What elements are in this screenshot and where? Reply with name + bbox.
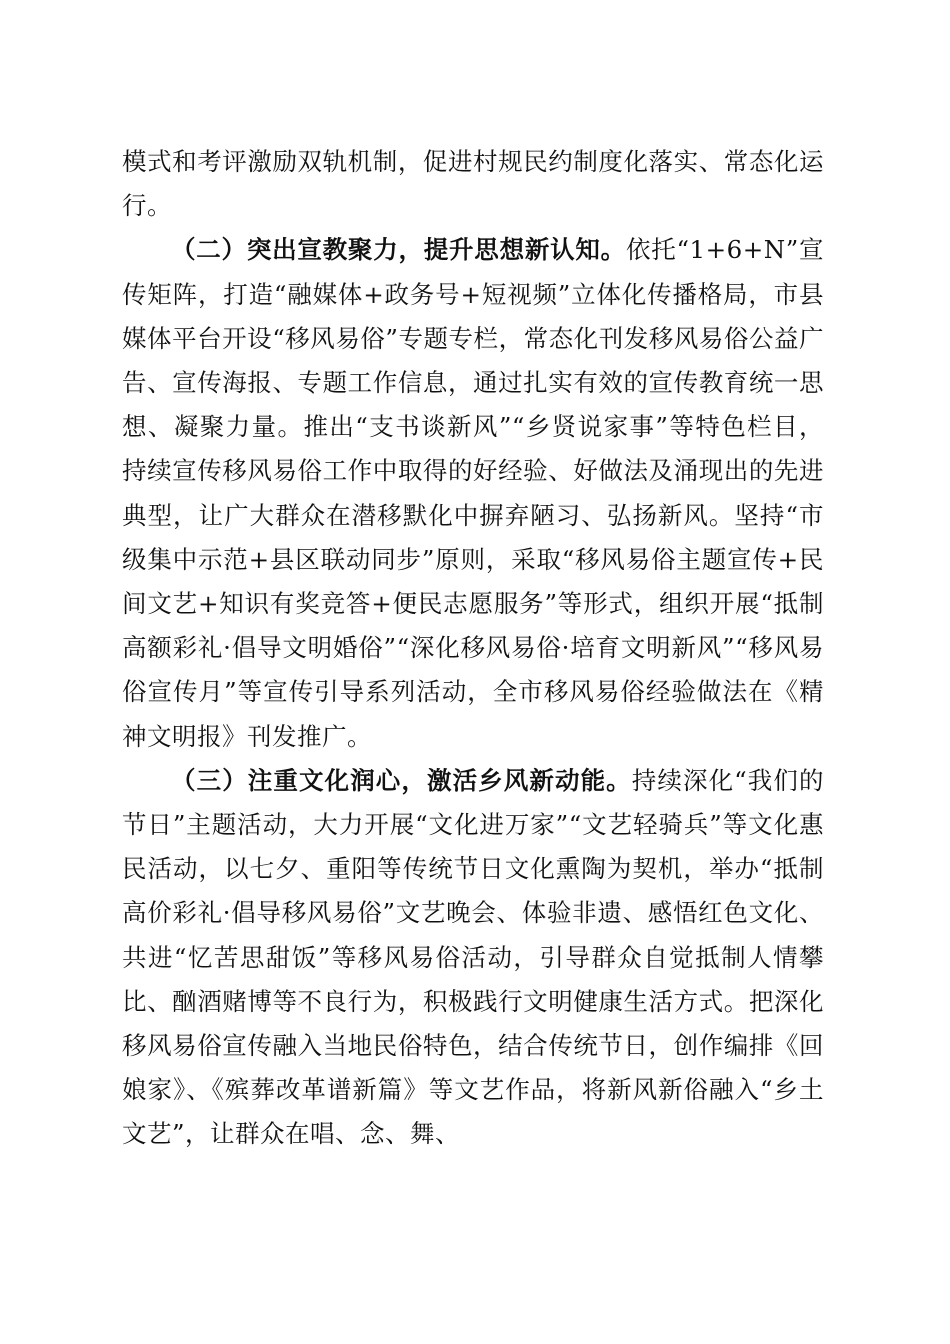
paragraph-body: 持续深化“我们的节日”主题活动，大力开展“文化进万家”“文艺轻骑兵”等文化惠民活动，以七夕、重阳等传统节日文化熏陶为契机，举办“抵制高价彩礼·倡导移风易俗”文艺晚会、体验非遗、感悟红色文化、共进“忆苦思甜饭”等移风易俗活动，引导群众自觉抵制人情攀比、酗酒赌博等不良行为，积极践行文明健康生活方式。把深化移风易俗宣传融入当地民俗特色，结合传统节日，创作编排《回娘家》、《殡葬改革谱新篇》等文艺作品，将新风新俗融入“乡土文艺”，让群众在唱、念、舞、 (122, 765, 824, 1149)
paragraph-continuation (122, 140, 824, 228)
paragraph-body: 模式和考评激励双轨机制，促进村规民约制度化落实、常态化运行。 (122, 147, 824, 221)
paragraph-section-two (122, 228, 824, 758)
paragraph-section-three (122, 759, 824, 1157)
section-heading-three: （三）注重文化润心，激活乡风新动能。 (171, 765, 632, 795)
document-body (122, 140, 824, 1157)
paragraph-body: 依托“1+6+N”宣传矩阵，打造“融媒体+政务号+短视频”立体化传播格局，市县媒体平台开设“移风易俗”专题专栏，常态化刊发移风易俗公益广告、宣传海报、专题工作信息，通过扎实有效的宣传教育统一思想、凝聚力量。推出“支书谈新风”“乡贤说家事”等特色栏目，持续宣传移风易俗工作中取得的好经验、好做法及涌现出的先进典型，让广大群众在潜移默化中摒弃陋习、弘扬新风。坚持“市级集中示范+县区联动同步”原则，采取“移风易俗主题宣传+民间文艺+知识有奖竞答+便民志愿服务”等形式，组织开展“抵制高额彩礼·倡导文明婚俗”“深化移风易俗·培育文明新风”“移风易俗宣传月”等宣传引导系列活动，全市移风易俗经验做法在《精神文明报》刊发推广。 (122, 235, 824, 751)
section-heading-two: （二）突出宣教聚力，提升思想新认知。 (171, 235, 626, 265)
